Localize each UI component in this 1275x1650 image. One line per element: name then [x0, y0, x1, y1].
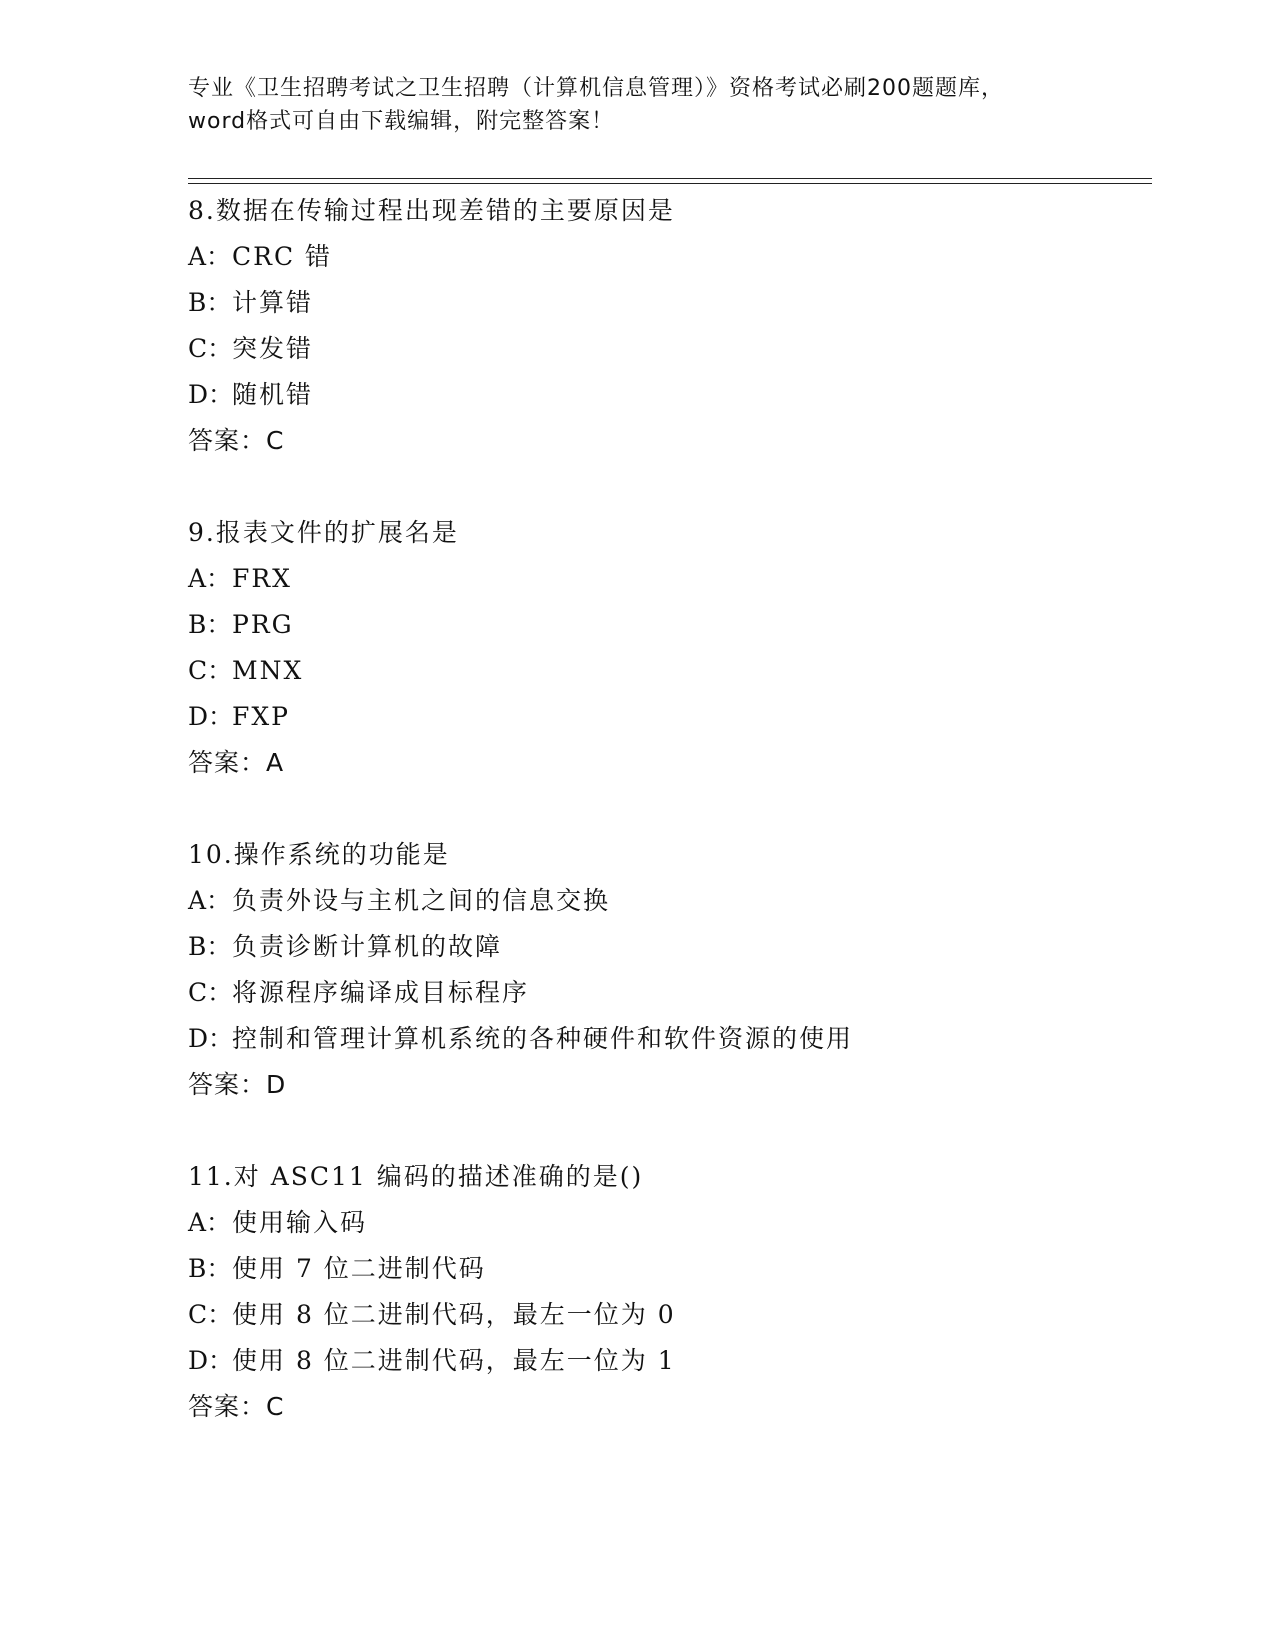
answer-line: 答案：A — [188, 748, 285, 777]
option-text: CRC 错 — [232, 242, 333, 271]
option-letter: D： — [188, 702, 234, 731]
header-line-1: 专业《卫生招聘考试之卫生招聘（计算机信息管理）》资格考试必刷200题题库， — [188, 76, 1004, 101]
option-text: 突发错 — [232, 334, 314, 363]
option-text: 使用输入码 — [232, 1208, 368, 1237]
option-b — [188, 1246, 1152, 1292]
option-letter: D： — [188, 380, 234, 409]
question-list — [188, 188, 1152, 1476]
option-text: MNX — [232, 656, 304, 685]
option-letter: B： — [188, 932, 232, 961]
option-letter: C： — [188, 334, 233, 363]
question-title: 10.操作系统的功能是 — [188, 840, 450, 869]
option-text: 计算错 — [232, 288, 314, 317]
question-10 — [188, 832, 1152, 1108]
option-b — [188, 280, 1152, 326]
answer-line: 答案：C — [188, 426, 285, 455]
question-9 — [188, 510, 1152, 786]
question-title: 9.报表文件的扩展名是 — [188, 518, 459, 547]
option-letter: A： — [188, 564, 232, 593]
document-header — [188, 72, 1088, 138]
option-d — [188, 372, 1152, 418]
option-letter: D： — [188, 1346, 234, 1375]
option-text: 负责诊断计算机的故障 — [232, 932, 503, 961]
header-line-2: word格式可自由下载编辑，附完整答案！ — [188, 109, 615, 134]
option-c — [188, 1292, 1152, 1338]
option-text: PRG — [232, 610, 294, 639]
option-letter: C： — [188, 656, 233, 685]
option-d — [188, 1338, 1152, 1384]
option-a — [188, 556, 1152, 602]
answer-line: 答案：C — [188, 1392, 285, 1421]
question-8 — [188, 188, 1152, 464]
option-text: 使用 8 位二进制代码，最左一位为 0 — [232, 1300, 676, 1329]
question-title: 8.数据在传输过程出现差错的主要原因是 — [188, 196, 675, 225]
option-b — [188, 602, 1152, 648]
answer-line: 答案：D — [188, 1070, 287, 1099]
option-d — [188, 694, 1152, 740]
option-d — [188, 1016, 1152, 1062]
option-letter: B： — [188, 288, 232, 317]
option-c — [188, 648, 1152, 694]
option-letter: B： — [188, 1254, 232, 1283]
option-text: FRX — [232, 564, 292, 593]
header-divider-top — [188, 178, 1152, 179]
option-letter: A： — [188, 1208, 232, 1237]
option-text: 将源程序编译成目标程序 — [232, 978, 530, 1007]
option-letter: D： — [188, 1024, 234, 1053]
header-divider-bottom — [188, 183, 1152, 184]
option-c — [188, 970, 1152, 1016]
question-title: 11.对 ASC11 编码的描述准确的是() — [188, 1162, 644, 1191]
option-letter: A： — [188, 886, 232, 915]
option-text: 控制和管理计算机系统的各种硬件和软件资源的使用 — [232, 1024, 854, 1053]
option-c — [188, 326, 1152, 372]
option-a — [188, 234, 1152, 280]
option-letter: C： — [188, 978, 233, 1007]
option-letter: C： — [188, 1300, 233, 1329]
option-letter: B： — [188, 610, 232, 639]
question-11 — [188, 1154, 1152, 1430]
option-a — [188, 878, 1152, 924]
option-b — [188, 924, 1152, 970]
option-text: 使用 7 位二进制代码 — [232, 1254, 486, 1283]
option-text: 随机错 — [232, 380, 314, 409]
option-text: 负责外设与主机之间的信息交换 — [232, 886, 611, 915]
option-a — [188, 1200, 1152, 1246]
option-letter: A： — [188, 242, 232, 271]
option-text: FXP — [232, 702, 290, 731]
option-text: 使用 8 位二进制代码，最左一位为 1 — [232, 1346, 676, 1375]
